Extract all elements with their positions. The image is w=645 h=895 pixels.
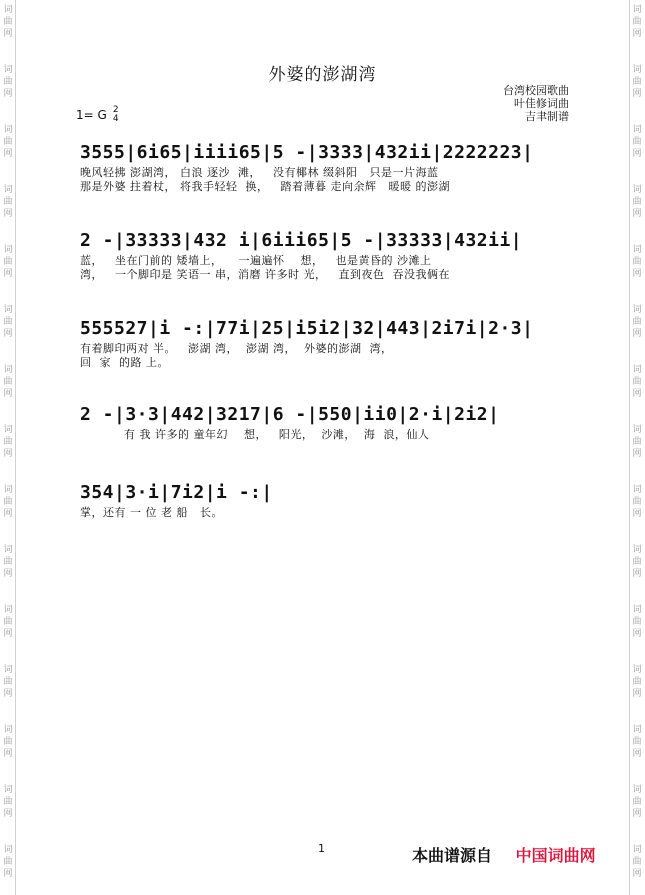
lyric-line: 掌，还有 一 位 老 船 长。 — [80, 506, 223, 519]
watermark-glyph: 曲 — [3, 797, 13, 807]
watermark-glyph: 词 — [3, 665, 13, 675]
watermark-group — [3, 724, 12, 760]
watermark-glyph: 曲 — [632, 677, 642, 687]
watermark-glyph: 曲 — [3, 557, 13, 567]
watermark-glyph: 词 — [632, 485, 642, 495]
watermark-glyph: 网 — [3, 569, 13, 579]
watermark-glyph: 网 — [3, 689, 13, 699]
watermark-glyph: 网 — [632, 749, 642, 759]
watermark-glyph: 曲 — [3, 197, 13, 207]
watermark-glyph: 词 — [632, 125, 642, 135]
watermark-glyph: 曲 — [632, 317, 642, 327]
watermark-glyph: 词 — [3, 65, 13, 75]
page-number: 1 — [318, 842, 325, 855]
key-signature — [76, 106, 119, 124]
watermark-group — [3, 604, 12, 640]
lyric-line: 有 我 许多的 童年幻 想， 阳光， 沙滩， 海 浪，仙人 — [80, 428, 430, 441]
time-signature — [113, 106, 119, 124]
watermark-glyph: 词 — [3, 125, 13, 135]
watermark-glyph: 词 — [632, 185, 642, 195]
footer-source: 本曲谱源自 — [412, 846, 493, 865]
watermark-glyph: 曲 — [3, 677, 13, 687]
watermark-glyph: 曲 — [632, 737, 642, 747]
watermark-glyph: 网 — [632, 149, 642, 159]
key-label: 1= G — [76, 108, 107, 122]
watermark-glyph: 词 — [632, 725, 642, 735]
watermark-glyph: 网 — [632, 629, 642, 639]
watermark-glyph: 曲 — [3, 737, 13, 747]
watermark-glyph: 网 — [3, 29, 13, 39]
watermark-glyph: 词 — [632, 605, 642, 615]
watermark-group — [3, 784, 12, 820]
score-row-3 — [80, 316, 570, 370]
lyric-line: 晚风轻拂 澎湖湾， 白浪 逐沙 滩， 没有椰林 缀斜阳 只是一片海蓝 — [80, 166, 439, 179]
watermark-glyph: 曲 — [3, 17, 13, 27]
watermark-glyph: 词 — [3, 365, 13, 375]
watermark-glyph: 曲 — [3, 497, 13, 507]
watermark-group — [3, 304, 12, 340]
watermark-glyph: 网 — [3, 209, 13, 219]
watermark-glyph: 词 — [3, 485, 13, 495]
credit-genre: 台湾校园歌曲 — [503, 84, 569, 97]
footer-credit — [412, 843, 596, 866]
watermark-glyph: 网 — [632, 269, 642, 279]
watermark-glyph: 词 — [632, 545, 642, 555]
watermark-glyph: 曲 — [3, 317, 13, 327]
watermark-glyph: 词 — [3, 245, 13, 255]
watermark-glyph: 词 — [3, 725, 13, 735]
watermark-group — [632, 664, 641, 700]
watermark-group — [632, 244, 641, 280]
watermark-glyph: 词 — [3, 605, 13, 615]
watermark-glyph: 网 — [632, 209, 642, 219]
notation-line: 2 -|3·3|442|3217|6 -|550|ii0|2·i|2i2| — [80, 404, 500, 425]
watermark-glyph: 词 — [632, 305, 642, 315]
watermark-glyph: 网 — [3, 749, 13, 759]
watermark-glyph: 网 — [3, 149, 13, 159]
watermark-glyph: 网 — [3, 389, 13, 399]
watermark-group — [632, 484, 641, 520]
watermark-glyph: 曲 — [3, 437, 13, 447]
watermark-glyph: 曲 — [632, 137, 642, 147]
watermark-glyph: 网 — [632, 389, 642, 399]
watermark-group — [632, 724, 641, 760]
notation-line: 354|3·i|7i2|i -:| — [80, 482, 273, 503]
lyric-line: 湾， 一个脚印是 笑语一 串，消磨 许多时 光， 直到夜色 吞没我俩在 — [80, 268, 450, 281]
watermark-glyph: 词 — [632, 845, 642, 855]
watermark-group — [632, 184, 641, 220]
watermark-group — [3, 124, 12, 160]
watermark-glyph: 曲 — [632, 797, 642, 807]
lyric-line: 蓝， 坐在门前的 矮墙上， 一遍遍怀 想， 也是黄昏的 沙滩上 — [80, 254, 432, 267]
watermark-group — [632, 844, 641, 880]
watermark-group — [3, 364, 12, 400]
meter-top: 2 — [112, 105, 119, 115]
watermark-right — [629, 0, 644, 895]
score-row-2 — [80, 228, 570, 282]
watermark-glyph: 曲 — [632, 197, 642, 207]
song-title: 外婆的澎湖湾 — [268, 65, 377, 85]
watermark-glyph: 网 — [632, 689, 642, 699]
watermark-glyph: 词 — [632, 785, 642, 795]
score-row-5 — [80, 480, 570, 520]
watermark-group — [632, 124, 641, 160]
watermark-glyph: 曲 — [632, 857, 642, 867]
watermark-group — [3, 4, 12, 40]
watermark-glyph: 曲 — [632, 617, 642, 627]
watermark-glyph: 词 — [3, 5, 13, 15]
watermark-glyph: 曲 — [3, 257, 13, 267]
watermark-glyph: 网 — [3, 329, 13, 339]
watermark-glyph: 网 — [632, 569, 642, 579]
watermark-glyph: 曲 — [632, 257, 642, 267]
watermark-glyph: 网 — [632, 29, 642, 39]
watermark-glyph: 网 — [3, 269, 13, 279]
watermark-group — [632, 784, 641, 820]
watermark-glyph: 曲 — [632, 377, 642, 387]
watermark-group — [632, 544, 641, 580]
score-row-4 — [80, 402, 570, 442]
watermark-glyph: 网 — [632, 509, 642, 519]
watermark-glyph: 网 — [3, 89, 13, 99]
credit-transcriber: 吉聿制谱 — [525, 110, 569, 123]
watermark-glyph: 曲 — [3, 77, 13, 87]
watermark-glyph: 词 — [3, 425, 13, 435]
watermark-glyph: 词 — [3, 305, 13, 315]
watermark-glyph: 网 — [632, 89, 642, 99]
watermark-glyph: 网 — [3, 509, 13, 519]
credit-composer: 叶佳修词曲 — [514, 97, 569, 110]
watermark-glyph: 词 — [632, 5, 642, 15]
watermark-glyph: 曲 — [3, 617, 13, 627]
watermark-group — [632, 4, 641, 40]
watermark-glyph: 曲 — [632, 17, 642, 27]
watermark-group — [3, 244, 12, 280]
watermark-glyph: 曲 — [632, 437, 642, 447]
watermark-glyph: 词 — [632, 245, 642, 255]
watermark-glyph: 词 — [3, 785, 13, 795]
watermark-glyph: 网 — [632, 869, 642, 879]
watermark-glyph: 曲 — [632, 557, 642, 567]
watermark-glyph: 网 — [632, 809, 642, 819]
watermark-group — [632, 304, 641, 340]
watermark-glyph: 网 — [3, 629, 13, 639]
watermark-glyph: 曲 — [632, 77, 642, 87]
watermark-glyph: 词 — [632, 665, 642, 675]
lyric-line: 回 家 的路 上。 — [80, 356, 169, 369]
watermark-glyph: 词 — [3, 845, 13, 855]
watermark-group — [3, 544, 12, 580]
notation-line: 2 -|33333|432 i|6iii65|5 -|33333|432ii| — [80, 230, 523, 251]
watermark-group — [3, 484, 12, 520]
watermark-glyph: 网 — [3, 809, 13, 819]
watermark-glyph: 词 — [632, 425, 642, 435]
watermark-group — [632, 364, 641, 400]
watermark-group — [3, 844, 12, 880]
footer-site: 中国词曲网 — [515, 846, 596, 865]
watermark-glyph: 曲 — [3, 377, 13, 387]
watermark-group — [3, 184, 12, 220]
lyric-line: 有着脚印两对 半。 澎湖 湾， 澎湖 湾， 外婆的澎湖 湾， — [80, 342, 393, 355]
watermark-left — [1, 0, 16, 895]
watermark-group — [3, 664, 12, 700]
watermark-glyph: 词 — [3, 185, 13, 195]
watermark-group — [632, 604, 641, 640]
watermark-glyph: 词 — [3, 545, 13, 555]
watermark-glyph: 网 — [3, 449, 13, 459]
watermark-glyph: 曲 — [3, 137, 13, 147]
watermark-glyph: 网 — [632, 449, 642, 459]
watermark-glyph: 网 — [632, 329, 642, 339]
notation-line: 3555|6i65|iiii65|5 -|3333|432ii|2222223| — [80, 142, 534, 163]
watermark-glyph: 曲 — [3, 857, 13, 867]
watermark-group — [632, 424, 641, 460]
meter-bottom: 4 — [112, 114, 119, 124]
lyric-line: 那是外婆 拄着杖， 将我手轻轻 换， 踏着薄暮 走向余辉 暖暖 的澎湖 — [80, 180, 450, 193]
watermark-glyph: 词 — [632, 65, 642, 75]
notation-line: 555527|i -:|77i|25|i5i2|32|443|2i7i|2·3| — [80, 318, 534, 339]
score-row-1 — [80, 140, 570, 194]
credits — [503, 84, 569, 123]
watermark-group — [3, 424, 12, 460]
watermark-glyph: 词 — [632, 365, 642, 375]
watermark-glyph: 网 — [3, 869, 13, 879]
watermark-glyph: 曲 — [632, 497, 642, 507]
